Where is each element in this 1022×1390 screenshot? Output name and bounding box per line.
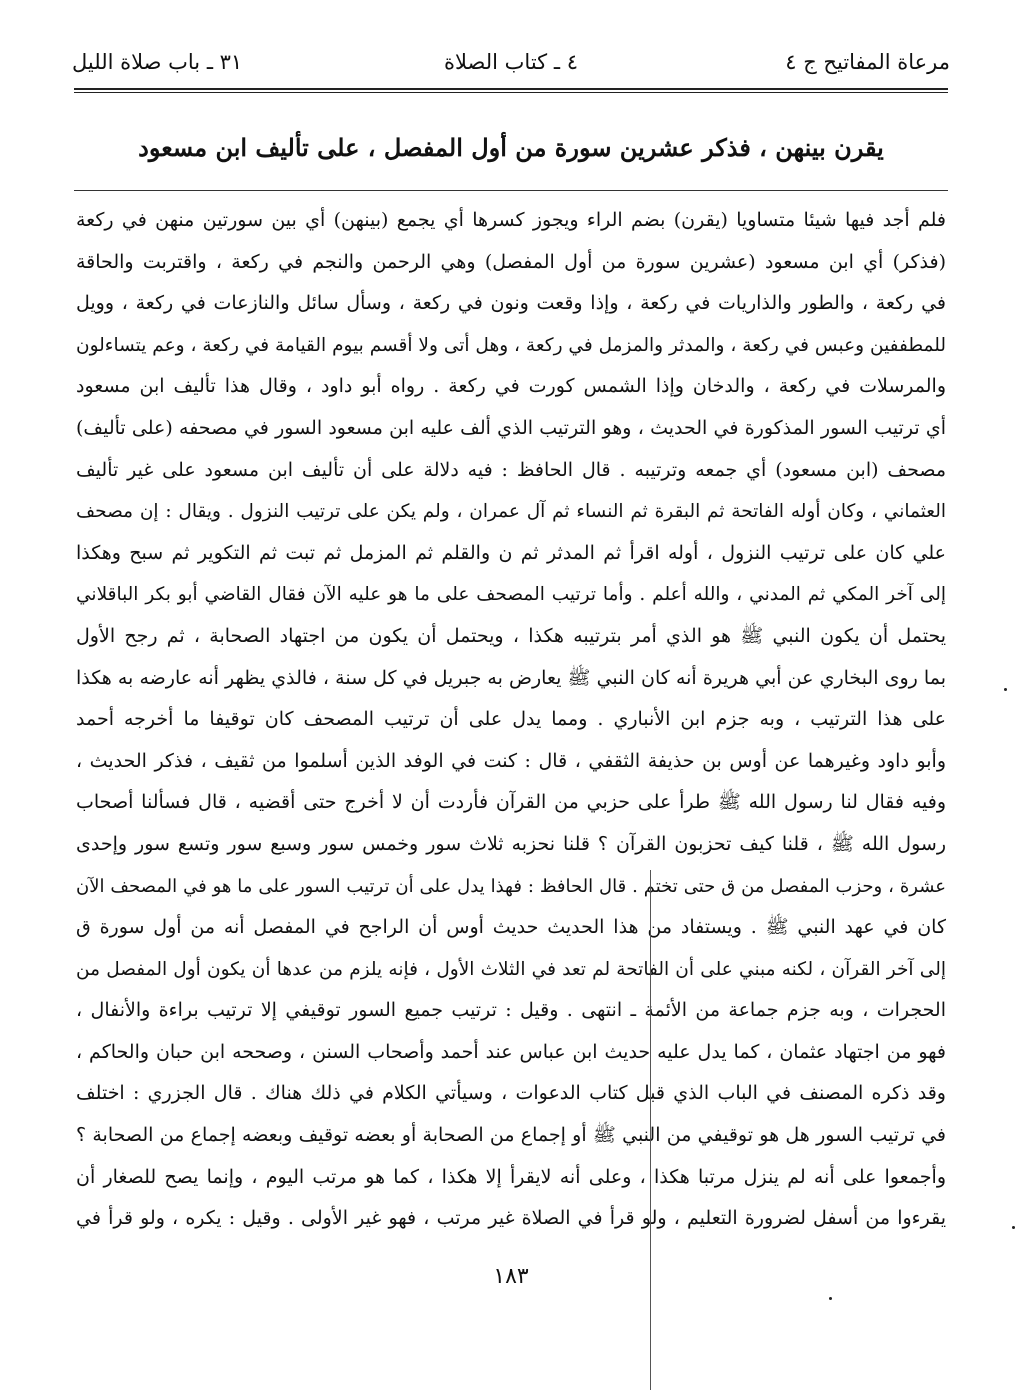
commentary-line: والمرسلات في ركعة ، والدخان وإذا الشمس كورت في ركعة . رواه أبو داود ، وقال هذا تأليف ابن مسعود	[76, 375, 946, 398]
commentary-line: (فذكر) أي ابن مسعود (عشرين سورة من أول المفصل) وهي الرحمن والنجم في ركعة ، واقتربت والحاقة	[76, 250, 946, 273]
scan-speck	[1012, 1226, 1015, 1229]
commentary-line: الحجرات ، وبه جزم جماعة من الأئمة ـ انتهى . وقيل : ترتيب جميع السور توقيفي إلا ترتيب براءة والأنفال ،	[76, 999, 946, 1022]
hadith-text: يقرن بينهن ، فذكر عشرين سورة من أول المفصل ، على تأليف ابن مسعود	[138, 133, 884, 162]
header-rule	[74, 88, 948, 90]
running-head	[72, 42, 950, 82]
commentary-line: للمطففين وعبس في ركعة ، والمدثر والمزمل في ركعة ، وهل أتى ولا أقسم بيوم القيامة في ركعة ، وعم يتساءلون	[76, 334, 946, 356]
commentary-line: فلم أجد فيها شيئا متساويا (يقرن) بضم الراء ويجوز كسرها أي يجمع (بينهن) أي بين سورتين منهن في ركعة	[76, 209, 946, 231]
commentary-line: يقرءوا من أسفل لضرورة التعليم ، ولو قرأ في الصلاة غير مرتب ، فهو غير الأولى . وقيل : يكره ، ولو قرأ في	[76, 1207, 946, 1230]
running-head-chapter: ٣١ ـ باب صلاة الليل	[72, 50, 243, 74]
commentary-line: يحتمل أن يكون النبي ﷺ هو الذي أمر بترتيبه هكذا ، ويحتمل أن يكون من اجتهاد الصحابة ، ثم رجح الأول	[76, 624, 946, 647]
scan-speck	[1004, 688, 1007, 691]
scan-crease-line	[650, 870, 651, 1390]
commentary-line: علي كان على ترتيب النزول ، أوله اقرأ ثم المدثر ثم ن والقلم ثم المزمل ثم تبت ثم التكوير ثم سبح وهكذا	[76, 541, 946, 564]
running-head-book-section: ٤ ـ كتاب الصلاة	[444, 50, 578, 74]
commentary-line: وأبو داود وغيرهما عن أوس بن حذيفة الثقفي ، قال : كنت في الوفد الذين أسلموا من ثقيف ، فذكر الحديث ،	[76, 749, 946, 772]
commentary-line: مصحف (ابن مسعود) أي جمعه وترتيبه . قال الحافظ : فيه دلالة على أن تأليف ابن مسعود على غير تأليف	[76, 458, 946, 481]
commentary-text	[76, 200, 946, 1240]
scan-speck	[829, 1297, 832, 1300]
page-number: ١٨٣	[493, 1264, 529, 1289]
commentary-line: عشرة ، وحزب المفصل من ق حتى تختم . قال الحافظ : فهذا يدل على أن ترتيب السور على ما هو في المصحف الآن	[76, 875, 946, 897]
commentary-line: إلى آخر القرآن ، لكنه مبني على أن الفاتحة لم تعد في الثلاث الأول ، فإنه يلزم من عدها أن يكون أول المفصل من	[76, 958, 946, 980]
commentary-line: في ترتيب السور هل هو توقيفي من النبي ﷺ أو إجماع من الصحابة أو بعضه توقيف وبعضه إجماع من الصحابة ؟	[76, 1124, 946, 1147]
commentary-line: رسول الله ﷺ ، قلنا كيف تحزبون القرآن ؟ قلنا نحزبه ثلاث سور وخمس سور وسبع سور وتسع سور وإحدى	[76, 832, 946, 855]
commentary-line: في ركعة ، والطور والذاريات في ركعة ، وإذا وقعت ونون في ركعة ، وسأل سائل والنازعات في ركعة ، وويل	[76, 292, 946, 315]
commentary-line: فهو من اجتهاد عثمان ، كما يدل عليه حديث ابن عباس عند أحمد وأصحاب السنن ، وصححه ابن حبان والحاكم ،	[76, 1040, 946, 1063]
commentary-line: وفيه فقال لنا رسول الله ﷺ طرأ على حزبي من القرآن فأردت أن لا أخرج حتى أقضيه ، قال فسألنا أصحاب	[76, 791, 946, 814]
running-head-book-title: مرعاة المفاتيح ج ٤	[785, 50, 950, 74]
commentary-line: العثماني ، وكان أوله الفاتحة ثم البقرة ثم النساء ثم آل عمران ، ولم يكن على ترتيب النزول . ويقال : إن مصحف	[76, 501, 946, 523]
commentary-line: بما روى البخاري عن أبي هريرة أنه كان النبي ﷺ يعارض به جبريل في كل سنة ، فالذي يظهر أنه عارضه به هكذا	[76, 666, 946, 689]
commentary-line: كان في عهد النبي ﷺ . ويستفاد من هذا الحديث حديث أوس أن الراجح في المفصل أنه من أول سورة ق	[76, 916, 946, 939]
header-rule-thin	[74, 92, 948, 93]
commentary-line: وقد ذكره المصنف في الباب الذي قبل كتاب الدعوات ، وسيأتي الكلام في ذلك هناك . قال الجزري : اختلف	[76, 1082, 946, 1105]
commentary-line: على هذا الترتيب ، وبه جزم ابن الأنباري . ومما يدل على أن ترتيب المصحف كان توقيفا ما أخرجه أحمد	[76, 708, 946, 731]
matn-separator-rule	[74, 190, 948, 191]
commentary-line: إلى آخر المكي ثم المدني ، والله أعلم . وأما ترتيب المصحف على ما هو عليه الآن فقال القاضي أبو بكر الباقلاني	[76, 584, 946, 606]
commentary-line: وأجمعوا على أنه لم ينزل مرتبا هكذا ، وعلى أنه لايقرأ إلا هكذا ، كما هو مرتب اليوم ، وإنما يصح للصغار أن	[76, 1165, 946, 1188]
commentary-line: أي ترتيب السور المذكورة في الحديث ، وهو الترتيب الذي ألف عليه ابن مسعود السور في مصحفه (على تأليف)	[76, 416, 946, 439]
